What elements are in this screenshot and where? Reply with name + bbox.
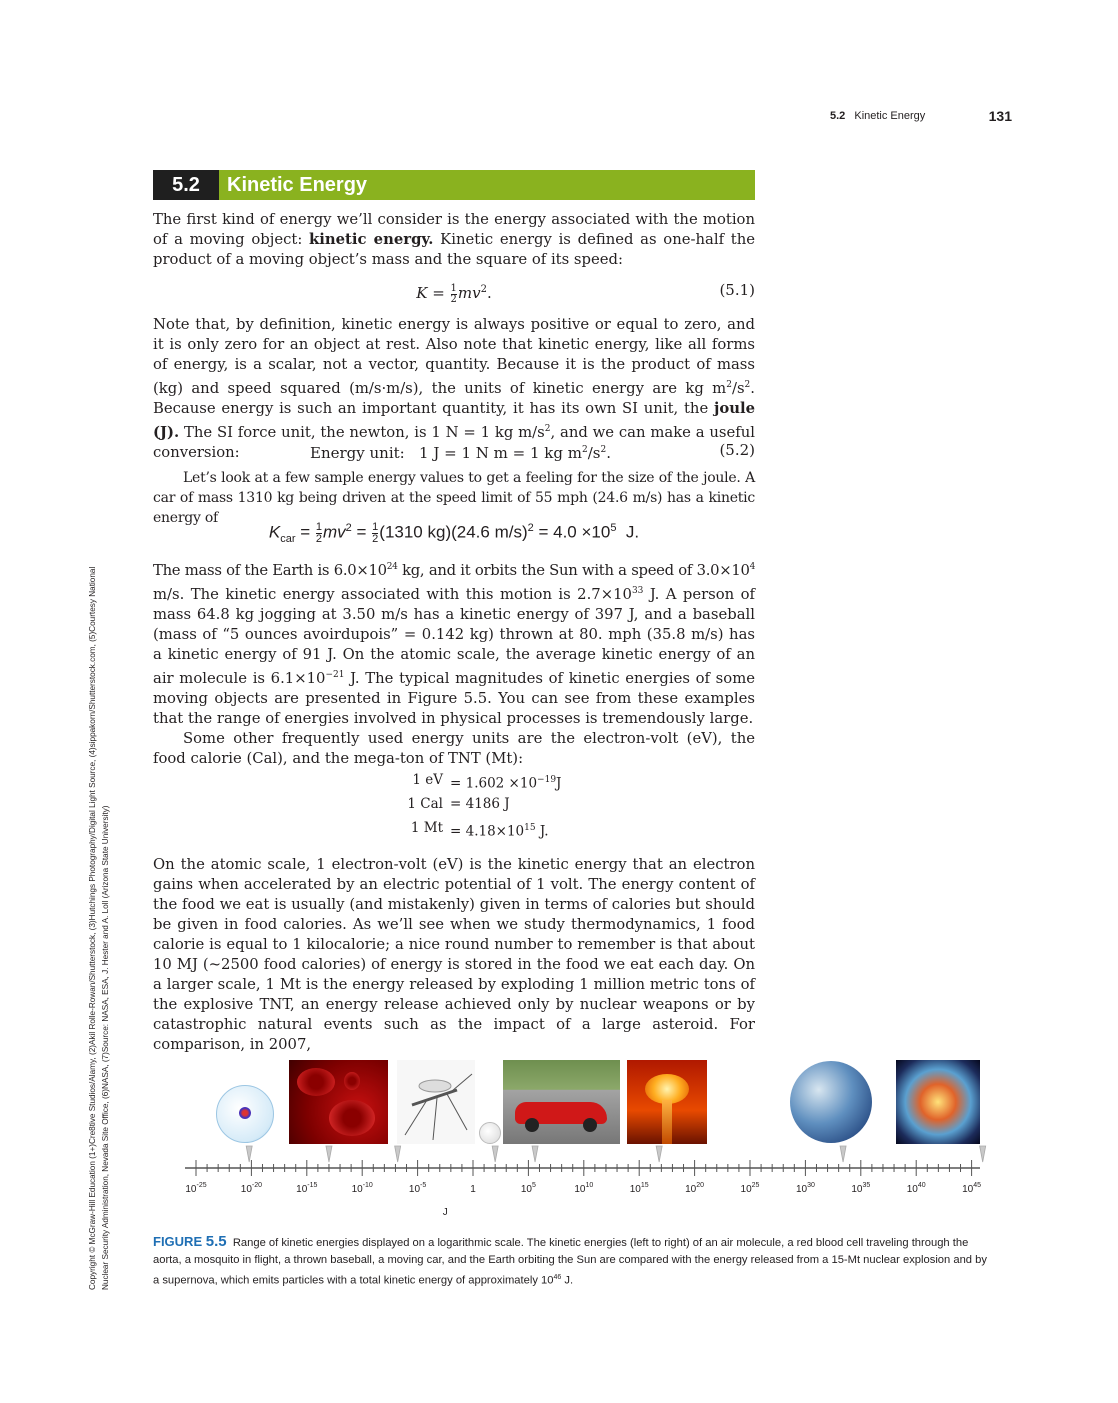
tick-label: 1: [470, 1184, 476, 1195]
axis-unit-label: J: [442, 1207, 448, 1218]
figure-label: FIGURE 5.5: [153, 1233, 227, 1250]
section-number: 5.2: [153, 170, 219, 200]
unit-row-mt: 1 Mt = $4.18\times 10^{15}$ J.: [410, 820, 549, 840]
page-number: 131: [988, 108, 1012, 124]
equation-5-1: K = $\frac{1}{2}$ $mv^2$. (5.1): [416, 281, 755, 305]
equation-number: (5.1): [719, 281, 755, 299]
figure-caption: FIGURE 5.5 Range of kinetic energies displayed on a logarithmic scale. The kinetic energies (left to right) of an air molecule, a red blood cell traveling through the aorta, a mosquito in flight, a thrown baseball, a moving car, and the Earth orbiting the Sun are compared with the energy released from a 15-Mt nuclear explosion and by a supernova, which emits particles with a total kinetic energy of approximately $10^{46}$ J.: [153, 1233, 987, 1287]
tick-label: $10^{-10}$: [351, 1182, 373, 1195]
equation-5-2: Energy unit: 1 J = 1 N m = 1 kg $m^2/s^2$. (5.2): [310, 441, 755, 462]
tick-label: $10^{-5}$: [408, 1182, 427, 1195]
tick-label: $10^{30}$: [795, 1182, 815, 1195]
term-kinetic-energy: kinetic energy.: [309, 231, 434, 248]
tick-label: $10^{45}$: [962, 1182, 982, 1195]
running-head-section: 5.2: [830, 110, 846, 122]
energy-marker: [492, 1146, 498, 1162]
tick-label: $10^{25}$: [740, 1182, 760, 1195]
tick-label: $10^{10}$: [574, 1182, 594, 1195]
tick-label: $10^{20}$: [685, 1182, 705, 1195]
tick-label: $10^5$: [520, 1182, 536, 1195]
paragraph-definition: Note that, by definition, kinetic energy is always positive or equal to zero, and it is only zero for an object at rest. Also note that kinetic energy, like all forms of energy, is a scalar, not a vector, quantity. Because it is the product of mass (kg) and speed squared (m/s·m/s), the units of kinetic energy are kg $m^2/s^2$. Because energy is such an important quantity, it has its own SI unit, the joule (J). The SI force unit, the newton, is 1 N = 1 kg $m/s^2$, and we can make a useful conversion:: [153, 316, 755, 461]
tick-label: $10^{-25}$: [185, 1182, 207, 1195]
paragraph-examples: The mass of the Earth is $6.0\times 10^{24}$ kg, and it orbits the Sun with a speed of $3.0\times 10^4$ m/s. The kinetic energy associated with this motion is $2.7\times 10^{33}$ J. A person of mass 64.8 kg jogging at 3.50 m/s has a kinetic energy of 397 J, and a baseball (mass of “5 ounces avoirdupois” = 0.142 kg) thrown at 80. mph (35.8 m/s) has a kinetic energy of 91 J. On the atomic scale, the average kinetic energy of an air molecule is $6.1\times 10^{-21}$ J. The typical magnitudes of kinetic energies of some moving objects are presented in Figure 5.5. You can see from these examples that the range of energies involved in physical processes is tremendously large. Some other frequently used energy units are the electron-volt (eV), the food calorie (Cal), and the mega-ton of TNT (Mt):: [153, 561, 755, 767]
paragraph-intro: The first kind of energy we’ll consider is the energy associated with the motion of a moving object: kinetic energy. Kinetic energy is defined as one-half the product of a moving object’s mass and the square of its speed:: [153, 211, 755, 268]
equation-car-energy: $K_{car}$ = $\frac{1}{2}$ $mv^2$ = $\frac{1}{2}$ (1310 kg)(24.6 $m/s)^2 = 4.0 \times 10^5$ J.: [268, 520, 640, 546]
running-head-title: Kinetic Energy: [854, 110, 926, 122]
energy-marker: [246, 1146, 252, 1162]
paragraph-car-example: Let’s look at a few sample energy values to get a feeling for the size of the joule. A car of mass 1310 kg being driven at the speed limit of 55 mph (24.6 m/s) has a kinetic energy of: [153, 470, 755, 526]
tick-label: $10^{15}$: [629, 1182, 649, 1195]
energy-unit-list: [153, 768, 755, 840]
energy-marker: [980, 1146, 986, 1162]
running-head: [830, 110, 1020, 122]
section-heading: [153, 170, 755, 200]
energy-marker: [395, 1146, 401, 1162]
figure-energy-scale: [150, 1055, 1000, 1245]
energy-marker: [326, 1146, 332, 1162]
energy-marker: [532, 1146, 538, 1162]
tick-label: $10^{-15}$: [296, 1182, 318, 1195]
tick-label: $10^{35}$: [851, 1182, 871, 1195]
unit-row-cal: 1 Cal = 4186 J: [407, 796, 510, 812]
equation-number: (5.2): [719, 441, 755, 459]
energy-scale-axis: [150, 1055, 1000, 1245]
energy-marker: [840, 1146, 846, 1162]
term-joule: joule (J).: [153, 399, 755, 441]
energy-marker: [656, 1146, 662, 1162]
section-title: Kinetic Energy: [227, 174, 368, 196]
paragraph-units-explained: On the atomic scale, 1 electron-volt (eV) is the kinetic energy that an electron gains when accelerated by an electric potential of 1 volt. The energy content of the food we eat is usually (and mistakenly) given in terms of calories but should be given in food calories. As we’ll see when we study thermodynamics, 1 food calorie is equal to 1 kilocalorie; a nice round number to remember is that about 10 MJ (~2500 food calories) of energy is stored in the food we eat each day. On a larger scale, 1 Mt is the energy released by exploding 1 million metric tons of the explosive TNT, an energy release achieved only by nuclear weapons or by catastrophic natural events such as the impact of a large asteroid. For comparison, in 2007,: [153, 856, 755, 1053]
photo-credits: Copyright © McGraw-Hill Education (1+)Cre8tive Studios/Alamy, (2)Akil Rolle-Rowan/Shutterstock, (3)Hutchings Photography/Digital Light Source, (4)sippakorn/Shutterstock.com, (5)Courtesy National Nuclear Security Administration, Nevada Site Office, (6)NASA, (7)Source: NASA, ESA, J. Hester and A. Loll (Arizona State University): [88, 566, 110, 1290]
unit-row-ev: 1 eV = $1.602 \times 10^{-19}J$: [412, 772, 562, 792]
tick-label: $10^{40}$: [906, 1182, 926, 1195]
tick-label: $10^{-20}$: [240, 1182, 263, 1195]
